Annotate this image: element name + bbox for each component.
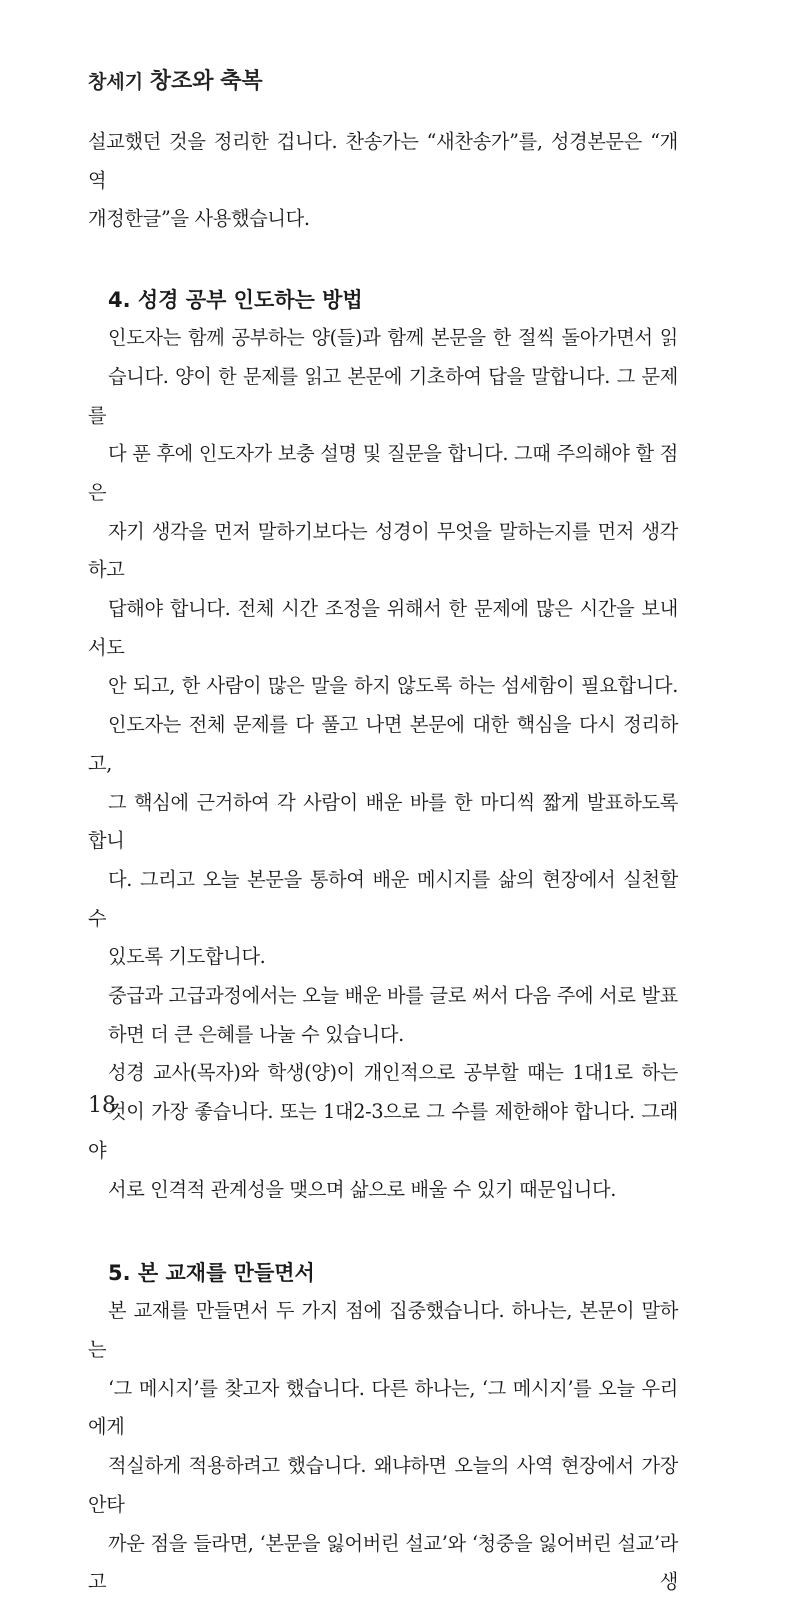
text-line: 인도자는 전체 문제를 다 풀고 나면 본문에 대한 핵심을 다시 정리하고, — [88, 713, 678, 775]
page-body — [88, 123, 678, 1602]
text-line: 것이 가장 좋습니다. 또는 1대2-3으로 그 수를 제한해야 합니다. 그래야 — [88, 1100, 678, 1162]
text-line: 있도록 기도합니다. — [108, 945, 266, 969]
section-4-heading: 4. 성경 공부 인도하는 방법 — [108, 288, 363, 313]
running-header — [88, 64, 263, 95]
text-line: ‘그 메시지’를 찾고자 했습니다. 다른 하나는, ‘그 메시지’를 오늘 우리에게 — [88, 1376, 678, 1439]
section-4-paragraph-1 — [88, 319, 678, 706]
header-title-brush-2: 축복 — [220, 69, 263, 94]
section-4-paragraph-2 — [88, 706, 678, 977]
text-line: 중급과 고급과정에서는 오늘 배운 바를 글로 써서 다음 주에 서로 발표 — [108, 984, 678, 1008]
text-line: 성경 교사(목자)와 학생(양)이 개인적으로 공부할 때는 1대1로 하는 — [108, 1061, 678, 1085]
text-line: 다. 그리고 오늘 본문을 통하여 배운 메시지를 삶의 현장에서 실천할 수 — [88, 867, 678, 930]
text-line: 인도자는 함께 공부하는 양(들)과 함께 본문을 한 절씩 돌아가면서 읽 — [108, 326, 678, 350]
text-line: 서로 인격적 관계성을 맺으며 삶으로 배울 수 있기 때문입니다. — [108, 1177, 617, 1201]
section-5-paragraph-1 — [88, 1292, 678, 1602]
text-line: 까운 점을 들라면, ‘본문을 잃어버린 설교’와 ‘청중을 잃어버린 설교’라고 생 — [88, 1531, 678, 1594]
page-number: 18 — [88, 1093, 116, 1118]
text-line: 적실하게 적용하려고 했습니다. 왜냐하면 오늘의 사역 현장에서 가장 안타 — [88, 1454, 678, 1516]
text-line: 안 되고, 한 사람이 많은 말을 하지 않도록 하는 섬세함이 필요합니다. — [108, 674, 678, 698]
text-line: 다 푼 후에 인도자가 보충 설명 및 질문을 합니다. 그때 주의해야 할 점은 — [88, 442, 678, 504]
section-5-heading: 5. 본 교재를 만들면서 — [108, 1261, 315, 1286]
text-line: 본 교재를 만들면서 두 가지 점에 집중했습니다. 하나는, 본문이 말하는 — [88, 1299, 678, 1361]
text-line: 개정한글”을 사용했습니다. — [88, 207, 310, 231]
text-line: 그 핵심에 근거하여 각 사람이 배운 바를 한 마디씩 짧게 발표하도록 합니 — [88, 790, 678, 853]
header-title-brush-1: 창조와 — [149, 69, 214, 94]
text-line: 자기 생각을 먼저 말하기보다는 성경이 무엇을 말하는지를 먼저 생각하고 — [88, 519, 678, 582]
text-line: 습니다. 양이 한 문제를 읽고 본문에 기초하여 답을 말합니다. 그 문제를 — [88, 364, 678, 427]
text-line: 설교했던 것을 정리한 겁니다. 찬송가는 “새찬송가”를, 성경본문은 “개역 — [88, 130, 678, 192]
text-line: 하면 더 큰 은혜를 나눌 수 있습니다. — [108, 1022, 404, 1046]
header-title: 창세기 — [88, 71, 150, 93]
text-line: 답해야 합니다. 전체 시간 조정을 위해서 한 문제에 많은 시간을 보내서도 — [88, 597, 678, 659]
section-4-paragraph-3 — [88, 977, 678, 1054]
intro-paragraph — [88, 123, 678, 239]
section-4-paragraph-4 — [88, 1054, 678, 1209]
